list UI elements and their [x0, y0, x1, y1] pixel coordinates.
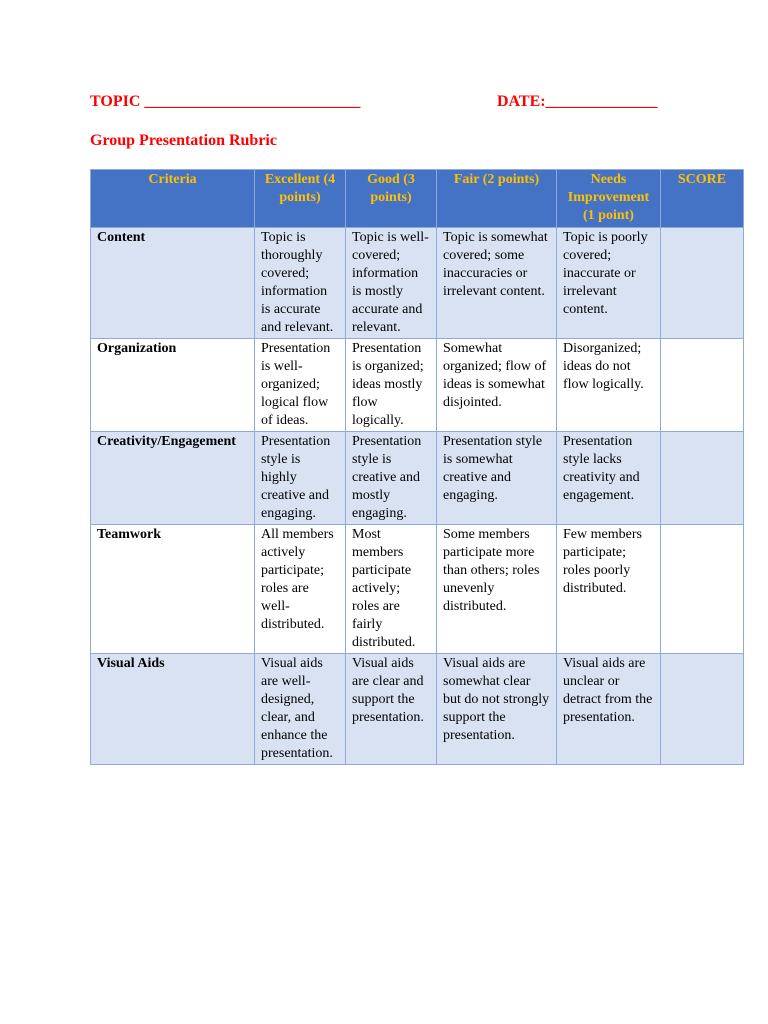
fair-cell: Topic is somewhat covered; some inaccuracies or irrelevant content.: [437, 228, 557, 339]
criteria-cell: Visual Aids: [91, 654, 255, 765]
column-header-good: Good (3 points): [346, 170, 437, 228]
score-cell[interactable]: [661, 228, 744, 339]
needs-improvement-cell: Presentation style lacks creativity and engagement.: [557, 432, 661, 525]
table-row: [91, 654, 744, 765]
column-header-score: SCORE: [661, 170, 744, 228]
criteria-cell: Organization: [91, 339, 255, 432]
fair-cell: Presentation style is somewhat creative and engaging.: [437, 432, 557, 525]
excellent-cell: Presentation style is highly creative and engaging.: [255, 432, 346, 525]
table-row: [91, 339, 744, 432]
good-cell: Most members participate actively; roles are fairly distributed.: [346, 525, 437, 654]
criteria-cell: Creativity/Engagement: [91, 432, 255, 525]
fair-cell: Some members participate more than others; roles unevenly distributed.: [437, 525, 557, 654]
score-cell[interactable]: [661, 432, 744, 525]
needs-improvement-cell: Disorganized; ideas do not flow logically.: [557, 339, 661, 432]
column-header-excellent: Excellent (4 points): [255, 170, 346, 228]
score-cell[interactable]: [661, 339, 744, 432]
criteria-cell: Content: [91, 228, 255, 339]
date-field: DATE:______________: [497, 93, 658, 110]
fair-cell: Visual aids are somewhat clear but do not strongly support the presentation.: [437, 654, 557, 765]
column-header-criteria: Criteria: [91, 170, 255, 228]
needs-improvement-cell: Visual aids are unclear or detract from the presentation.: [557, 654, 661, 765]
fair-cell: Somewhat organized; flow of ideas is somewhat disjointed.: [437, 339, 557, 432]
excellent-cell: Presentation is well-organized; logical flow of ideas.: [255, 339, 346, 432]
excellent-cell: Topic is thoroughly covered; information is accurate and relevant.: [255, 228, 346, 339]
table-row: [91, 228, 744, 339]
good-cell: Presentation is organized; ideas mostly flow logically.: [346, 339, 437, 432]
good-cell: Presentation style is creative and mostly engaging.: [346, 432, 437, 525]
good-cell: Topic is well-covered; information is mostly accurate and relevant.: [346, 228, 437, 339]
score-cell[interactable]: [661, 525, 744, 654]
excellent-cell: Visual aids are well-designed, clear, and enhance the presentation.: [255, 654, 346, 765]
column-header-needs-improvement: Needs Improvement (1 point): [557, 170, 661, 228]
table-row: [91, 525, 744, 654]
table-header-row: [91, 170, 744, 228]
topic-field: TOPIC ___________________________: [90, 93, 361, 110]
header-line: [90, 93, 690, 113]
table-row: [91, 432, 744, 525]
score-cell[interactable]: [661, 654, 744, 765]
needs-improvement-cell: Topic is poorly covered; inaccurate or irrelevant content.: [557, 228, 661, 339]
excellent-cell: All members actively participate; roles are well-distributed.: [255, 525, 346, 654]
rubric-table: [90, 169, 744, 765]
page-title: Group Presentation Rubric: [90, 132, 277, 149]
criteria-cell: Teamwork: [91, 525, 255, 654]
column-header-fair: Fair (2 points): [437, 170, 557, 228]
needs-improvement-cell: Few members participate; roles poorly distributed.: [557, 525, 661, 654]
good-cell: Visual aids are clear and support the presentation.: [346, 654, 437, 765]
